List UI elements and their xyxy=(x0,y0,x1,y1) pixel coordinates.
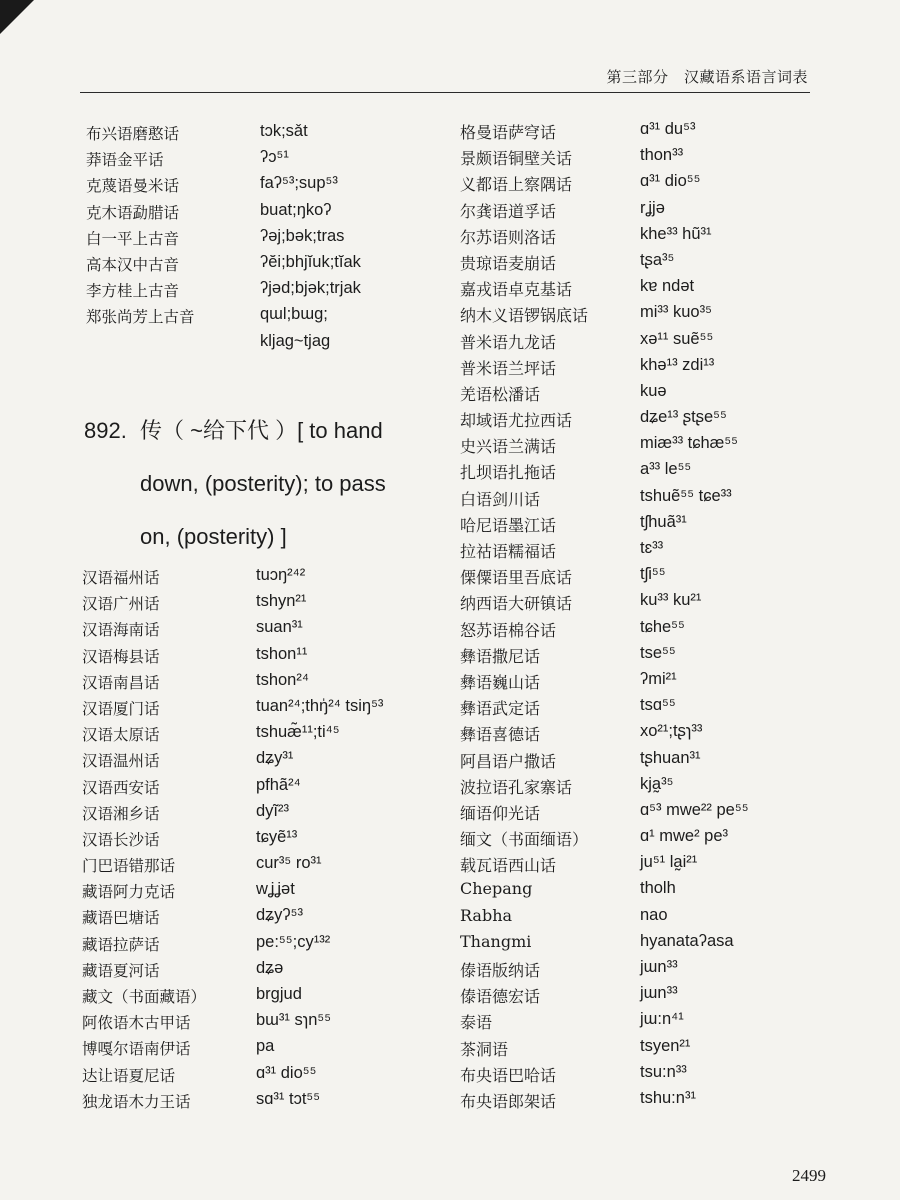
word-entry-row xyxy=(82,880,452,906)
language-name: 汉语太原话 xyxy=(82,726,160,745)
language-name: 郑张尚芳上古音 xyxy=(86,308,195,327)
phonetic-form: kuə xyxy=(640,381,667,400)
word-entry-row xyxy=(460,932,820,958)
word-entry-row xyxy=(82,802,452,828)
language-name: 景颇语铜壁关话 xyxy=(460,149,573,169)
phonetic-form: dʑyʔ⁵³ xyxy=(256,906,303,925)
word-entry-row xyxy=(82,854,452,880)
phonetic-form: tuɔŋ²⁴² xyxy=(256,566,306,584)
language-name: 藏语阿力克话 xyxy=(82,883,176,902)
phonetic-form: ʔəj;bək;tras xyxy=(260,226,345,245)
phonetic-form: jɯn³³ xyxy=(640,958,678,976)
phonetic-form: kljag~tjag xyxy=(260,331,331,350)
word-entry-row xyxy=(460,382,820,408)
word-entry-row xyxy=(460,984,820,1010)
entry-gloss-line: 传（ ~给下代 ）[ to hand xyxy=(140,418,383,443)
phonetic-form: ɑ³¹ du⁵³ xyxy=(640,120,696,138)
language-name: 却域语尤拉西话 xyxy=(460,411,573,431)
word-entry-row xyxy=(460,303,820,329)
language-name: 门巴语错那话 xyxy=(82,857,176,876)
language-name: 格曼语萨穹话 xyxy=(460,123,557,142)
word-entry-row xyxy=(460,513,820,539)
phonetic-form: ku³³ ku²¹ xyxy=(640,591,702,610)
language-name: 义都语上察隅话 xyxy=(460,175,573,195)
language-name: 羌语松潘话 xyxy=(460,384,541,404)
phonetic-form: ʔɔ⁵¹ xyxy=(260,148,289,167)
word-entry-row xyxy=(460,1037,820,1063)
language-name: 阿昌语户撒话 xyxy=(460,751,557,771)
language-name: 彝语喜德话 xyxy=(460,725,541,745)
language-name: 怒苏语棉谷话 xyxy=(460,620,557,640)
header-rule xyxy=(80,92,810,93)
word-entry-row xyxy=(460,1010,820,1036)
word-entry-row xyxy=(460,958,820,984)
language-name: 李方桂上古音 xyxy=(86,282,180,301)
running-header: 第三部分 汉藏语系语言词表 xyxy=(606,68,808,86)
phonetic-form: pa xyxy=(256,1037,275,1056)
phonetic-form: tshuæ̃¹¹;ti⁴⁵ xyxy=(256,723,340,742)
entry-gloss-line: down, (posterity); to pass xyxy=(140,471,386,496)
word-entry-row xyxy=(82,933,452,959)
word-entry-row xyxy=(460,539,820,565)
word-entry-row xyxy=(460,801,820,827)
language-name: 纳西语大研镇话 xyxy=(460,594,573,614)
word-entry-row xyxy=(460,434,820,460)
word-entry-row xyxy=(460,1063,820,1089)
phonetic-form: dʑe¹³ ʂtʂe⁵⁵ xyxy=(640,408,727,427)
word-entry-row xyxy=(460,251,820,277)
word-entry-row xyxy=(82,671,452,697)
language-name: 普米语九龙话 xyxy=(460,332,557,352)
phonetic-form: tʃhuã³¹ xyxy=(640,512,687,531)
word-entry-row xyxy=(82,749,452,775)
phonetic-form: rʝjə xyxy=(640,198,665,217)
word-entry-row xyxy=(460,172,820,198)
phonetic-form: tsu:n³³ xyxy=(640,1062,687,1081)
language-name: 布央语郎架话 xyxy=(460,1091,557,1111)
phonetic-form: tɕhe⁵⁵ xyxy=(640,617,685,636)
word-entry-row xyxy=(86,174,446,200)
entry-gloss-line: on, (posterity) ] xyxy=(140,524,287,549)
word-entry-row xyxy=(82,906,452,932)
language-name: 嘉戎语卓克基话 xyxy=(460,280,573,300)
phonetic-form: tʂa³⁵ xyxy=(640,250,675,269)
phonetic-form: bɯ³¹ sɿn⁵⁵ xyxy=(256,1011,332,1030)
word-entry-row xyxy=(460,775,820,801)
language-name: 阿侬语木古甲话 xyxy=(82,1014,191,1033)
language-name: 汉语温州话 xyxy=(82,752,160,771)
top-left-column xyxy=(86,122,446,358)
word-entry-row xyxy=(82,959,452,985)
phonetic-form: pfhã²⁴ xyxy=(256,775,301,794)
word-entry-row xyxy=(82,645,452,671)
page-corner-mark xyxy=(0,0,34,34)
phonetic-form: tshon²⁴ xyxy=(256,670,309,689)
word-entry-row xyxy=(86,227,446,253)
phonetic-form: ɑ¹ mwe² pe³ xyxy=(640,827,729,846)
language-name: 藏语巴塘话 xyxy=(82,909,160,928)
language-name: 茶洞语 xyxy=(460,1039,509,1059)
word-entry-row xyxy=(460,146,820,172)
phonetic-form: thon³³ xyxy=(640,146,684,165)
phonetic-form: ɑ³¹ dio⁵⁵ xyxy=(256,1063,317,1082)
language-name: 纳木义语锣锅底话 xyxy=(460,306,589,326)
phonetic-form: tɛ³³ xyxy=(640,539,664,557)
language-name: 尔苏语则洛话 xyxy=(460,227,557,247)
word-entry-row xyxy=(82,1064,452,1090)
phonetic-form: tshon¹¹ xyxy=(256,644,308,663)
language-name: 汉语长沙话 xyxy=(82,830,160,849)
phonetic-form: mi³³ kuo³⁵ xyxy=(640,303,712,322)
language-name: 汉语南昌话 xyxy=(82,673,160,692)
language-name: 尔龚语道孚话 xyxy=(460,201,557,221)
language-name: 达让语夏尼话 xyxy=(82,1066,176,1085)
language-name: 白语剑川话 xyxy=(460,489,541,509)
phonetic-form: xə¹¹ suẽ⁵⁵ xyxy=(640,329,714,348)
phonetic-form: tɕyẽ¹³ xyxy=(256,827,298,846)
language-name: 波拉语孔家寨话 xyxy=(460,777,573,797)
language-name: 泰语 xyxy=(460,1013,493,1033)
phonetic-form: pe:⁵⁵;cy¹³² xyxy=(256,932,331,951)
language-name: 汉语西安话 xyxy=(82,778,160,797)
language-name: 扎坝语扎拖话 xyxy=(460,463,557,483)
language-name: 藏语拉萨话 xyxy=(82,935,160,954)
language-name: 克木语勐腊话 xyxy=(86,203,180,222)
language-name: Rabha xyxy=(460,905,513,925)
entry-gloss xyxy=(140,404,440,563)
word-entry-row xyxy=(460,827,820,853)
language-name: 普米语兰坪话 xyxy=(460,358,557,378)
phonetic-form: jɯ:n⁴¹ xyxy=(640,1010,684,1029)
word-entry-row xyxy=(460,330,820,356)
word-entry-row xyxy=(460,591,820,617)
word-entry-row xyxy=(82,1090,452,1116)
word-entry-row xyxy=(460,853,820,879)
language-name: 贵琼语麦崩话 xyxy=(460,253,557,273)
phonetic-form: tholh xyxy=(640,879,676,898)
phonetic-form: xo²¹;tʂɿ³³ xyxy=(640,722,703,741)
language-name: Chepang xyxy=(460,879,533,899)
phonetic-form: jɯn³³ xyxy=(640,984,678,1003)
word-entry-row xyxy=(86,332,446,358)
word-entry-row xyxy=(82,566,452,592)
language-name: 载瓦语西山话 xyxy=(460,856,557,876)
word-entry-row xyxy=(460,356,820,382)
language-name: 缅文（书面缅语） xyxy=(460,830,589,850)
word-entry-row xyxy=(460,618,820,644)
page-number: 2499 xyxy=(792,1166,826,1185)
phonetic-form: qɯl;bɯɡ; xyxy=(260,305,328,324)
word-entry-row xyxy=(86,201,446,227)
word-entry-row xyxy=(82,618,452,644)
phonetic-form: brgjud xyxy=(256,985,302,1003)
phonetic-form: ʔĕi;bhjĭuk;tĭak xyxy=(260,252,361,271)
phonetic-form: suan³¹ xyxy=(256,618,303,637)
phonetic-form: tse⁵⁵ xyxy=(640,643,676,662)
word-entry-row xyxy=(82,592,452,618)
phonetic-form: tuan²⁴;thŋ̍²⁴ tsiŋ⁵³ xyxy=(256,696,384,715)
language-name: 傈僳语里吾底话 xyxy=(460,568,573,588)
word-entry-row xyxy=(460,565,820,591)
word-entry-row xyxy=(460,749,820,775)
phonetic-form: a³³ le⁵⁵ xyxy=(640,460,692,479)
language-name: 博嘎尔语南伊话 xyxy=(82,1040,191,1059)
word-entry-row xyxy=(460,722,820,748)
word-entry-row xyxy=(460,120,820,146)
word-entry-row xyxy=(82,1037,452,1063)
phonetic-form: dʑə xyxy=(256,958,284,977)
language-name: 白一平上古音 xyxy=(86,229,180,248)
language-name: 傣语德宏话 xyxy=(460,987,541,1007)
phonetic-form: ʔjəd;bjək;trjak xyxy=(260,279,361,298)
word-entry-row xyxy=(460,277,820,303)
phonetic-form: wʝʝət xyxy=(256,880,295,899)
word-entry-row xyxy=(86,279,446,305)
language-name: 高本汉中古音 xyxy=(86,255,180,274)
phonetic-form: tshu:n³¹ xyxy=(640,1088,696,1107)
phonetic-form: miæ³³ tɕhæ⁵⁵ xyxy=(640,434,739,453)
language-name: 拉祜语糯福话 xyxy=(460,542,557,561)
phonetic-form: sɑ³¹ tɔt⁵⁵ xyxy=(256,1089,321,1108)
language-name: 藏文（书面藏语） xyxy=(82,988,207,1006)
language-name: 汉语厦门话 xyxy=(82,699,160,718)
language-name: Thangmi xyxy=(460,931,532,951)
word-entry-row xyxy=(460,670,820,696)
word-entry-row xyxy=(460,408,820,434)
phonetic-form: buat;ŋkoʔ xyxy=(260,200,332,219)
language-name: 彝语撒尼话 xyxy=(460,646,541,666)
word-entry-row xyxy=(460,487,820,513)
phonetic-form: nao xyxy=(640,905,668,924)
phonetic-form: ɑ³¹ dio⁵⁵ xyxy=(640,172,701,191)
word-entry-row xyxy=(82,828,452,854)
language-name: 彝语巍山话 xyxy=(460,672,541,692)
word-entry-row xyxy=(460,1089,820,1115)
language-name: 缅语仰光话 xyxy=(460,803,541,823)
phonetic-form: ɑ⁵³ mwe²² pe⁵⁵ xyxy=(640,800,749,819)
language-name: 布央语巴哈话 xyxy=(460,1065,557,1085)
language-name: 汉语梅县话 xyxy=(82,647,160,666)
language-name: 彝语武定话 xyxy=(460,699,541,719)
word-entry-row xyxy=(82,1011,452,1037)
language-name: 汉语福州话 xyxy=(82,569,160,587)
phonetic-form: tshuẽ⁵⁵ tɕe³³ xyxy=(640,486,732,505)
phonetic-form: ju⁵¹ la̰i²¹ xyxy=(640,853,698,872)
language-name: 藏语夏河话 xyxy=(82,961,160,980)
word-entry-row xyxy=(82,723,452,749)
word-entry-row xyxy=(82,776,452,802)
word-entry-row xyxy=(86,122,446,148)
phonetic-form: tʂhuan³¹ xyxy=(640,748,701,767)
phonetic-form: tsyen²¹ xyxy=(640,1036,691,1055)
phonetic-form: faʔ⁵³;sup⁵³ xyxy=(260,174,338,193)
phonetic-form: kɐ ndət xyxy=(640,277,695,296)
word-entry-row xyxy=(86,253,446,279)
language-name: 克蔑语曼米话 xyxy=(86,177,180,196)
phonetic-form: khə¹³ zdi¹³ xyxy=(640,355,715,374)
phonetic-form: khe³³ hũ³¹ xyxy=(640,224,712,243)
phonetic-form: dyĩ²³ xyxy=(256,801,289,820)
phonetic-form: tsɑ⁵⁵ xyxy=(640,696,676,715)
phonetic-form: tɔk;sǎt xyxy=(260,122,308,140)
phonetic-form: tshyn²¹ xyxy=(256,592,307,611)
word-entry-row xyxy=(460,906,820,932)
bottom-left-column xyxy=(82,566,452,1116)
language-name: 汉语广州话 xyxy=(82,595,160,614)
phonetic-form: kja̰³⁵ xyxy=(640,774,674,793)
word-entry-row xyxy=(82,697,452,723)
language-name: 莽语金平话 xyxy=(86,151,164,170)
word-entry-row xyxy=(86,148,446,174)
language-name: 傣语版纳话 xyxy=(460,961,541,980)
phonetic-form: dʑy³¹ xyxy=(256,749,294,768)
phonetic-form: hyanataʔasa xyxy=(640,931,734,950)
phonetic-form: ʔmi²¹ xyxy=(640,669,677,688)
language-name: 布兴语磨憨话 xyxy=(86,125,180,143)
word-entry-row xyxy=(460,199,820,225)
word-entry-row xyxy=(460,696,820,722)
phonetic-form: cur³⁵ ro³¹ xyxy=(256,854,322,873)
word-entry-row xyxy=(86,305,446,331)
word-entry-row xyxy=(460,644,820,670)
language-name: 汉语海南话 xyxy=(82,621,160,640)
phonetic-form: tʃi⁵⁵ xyxy=(640,565,666,584)
language-name: 独龙语木力王话 xyxy=(82,1092,191,1111)
word-entry-row xyxy=(460,460,820,486)
word-entry-row xyxy=(82,985,452,1011)
language-name: 汉语湘乡话 xyxy=(82,804,160,823)
word-entry-row xyxy=(460,879,820,905)
language-name: 史兴语兰满话 xyxy=(460,437,557,457)
word-entry-row xyxy=(460,225,820,251)
language-name: 哈尼语墨江话 xyxy=(460,515,557,535)
entry-number: 892. xyxy=(84,418,127,443)
right-column xyxy=(460,120,820,1115)
